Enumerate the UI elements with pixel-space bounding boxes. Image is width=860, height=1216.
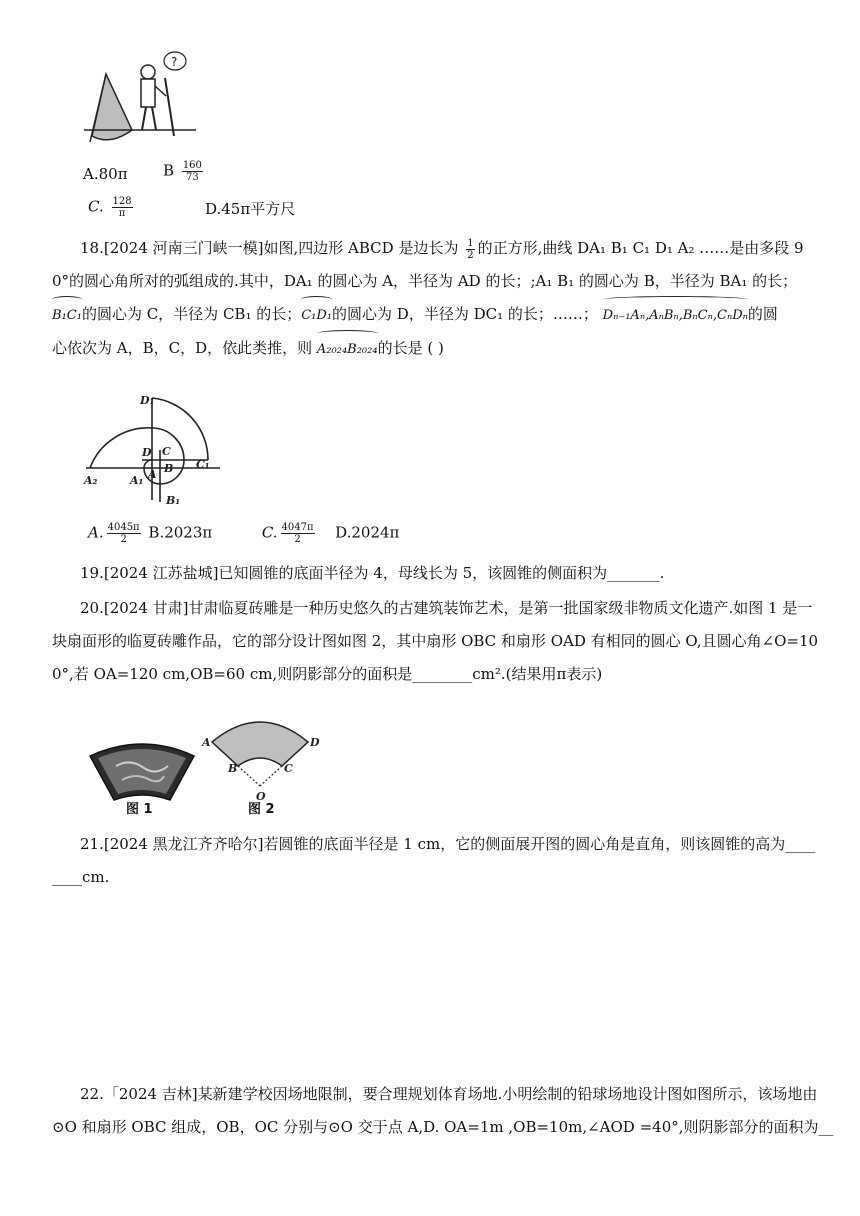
q18-option-a-den: 2 bbox=[120, 534, 127, 545]
label-c1: C₁ bbox=[196, 458, 210, 471]
q18-line3-c: 的圆 bbox=[747, 305, 778, 323]
q21-line1: 21.[2024 黑龙江齐齐哈尔]若圆锥的底面半径是 1 cm，它的侧面展开图的圆心角是直角，则该圆锥的高为____ bbox=[80, 835, 816, 853]
q18-line1-a: 18.[2024 河南三门峡一模]如图,四边形 ABCD 是边长为 bbox=[80, 239, 464, 257]
q17-option-d: D.45π平方尺 bbox=[205, 200, 296, 218]
q18-option-c-den: 2 bbox=[294, 534, 301, 545]
q18-arc-series: Dₙ₋₁Aₙ,AₙBₙ,BₙCₙ,CₙDₙ bbox=[603, 299, 748, 332]
q21-line2: ____cm. bbox=[52, 868, 110, 886]
q18-line2: 0°的圆心角所对的弧组成的.其中，DA₁ 的圆心为 A，半径为 AD 的长；;A₁ B₁ 的圆心为 B，半径为 BA₁ 的长； bbox=[52, 272, 798, 290]
q18-line3-b: 的圆心为 D，半径为 DC₁ 的长；……； bbox=[332, 305, 598, 323]
cone-person-figure bbox=[84, 48, 204, 150]
q18-text bbox=[52, 232, 810, 366]
q17-option-b-den: 73 bbox=[185, 172, 199, 183]
label-d1: D₁ bbox=[140, 394, 155, 407]
q18-line4-a: 心依次为 A，B，C，D，依此类推，则 bbox=[52, 339, 313, 357]
q17-option-c-num: 128 bbox=[112, 196, 132, 207]
figure1-caption: 图 1 bbox=[126, 802, 153, 817]
q18-line3-a: 的圆心为 C，半径为 CB₁ 的长； bbox=[81, 305, 302, 323]
q18-option-c-prefix: C. bbox=[261, 523, 278, 542]
label-a: A bbox=[202, 736, 211, 749]
label-c: C bbox=[284, 762, 293, 775]
q19-text bbox=[52, 557, 810, 590]
label-d: D bbox=[142, 446, 152, 459]
label-d: D bbox=[310, 736, 320, 749]
q22-text bbox=[52, 1078, 834, 1144]
q18-option-c-fraction bbox=[281, 522, 315, 545]
q17-option-b-fraction bbox=[182, 160, 203, 183]
q18-option-c-num: 4047π bbox=[281, 522, 314, 533]
q19-line: 19.[2024 江苏盐城]已知圆锥的底面半径为 4，母线长为 5，该圆锥的侧面积为_______. bbox=[80, 564, 665, 582]
label-c: C bbox=[162, 445, 171, 458]
q17-option-a: A.80π bbox=[83, 165, 128, 183]
q18-line3 bbox=[52, 298, 810, 332]
q18-half-fraction bbox=[466, 238, 474, 261]
q17-option-b-num: 160 bbox=[182, 160, 202, 171]
label-b: B bbox=[228, 762, 238, 775]
q17-option-c-prefix: C. bbox=[88, 197, 104, 216]
q22-line2: ⊙O 和扇形 OBC 组成，OB，OC 分别与⊙O 交于点 A,D. OA=1m ,OB=10m,∠AOD =40°,则阴影部分的面积为__ bbox=[52, 1118, 834, 1136]
q18-options bbox=[88, 522, 399, 545]
q20-line2: 块扇面形的临夏砖雕作品，它的部分设计图如图 2，其中扇形 OBC 和扇形 OAD 有相同的圆心 O,且圆心角∠O=10 bbox=[52, 632, 819, 650]
q22-line1: 22.「2024 吉林]某新建学校因场地限制，要合理规划体育场地.小明绘制的铅球场地设计图如图所示，该场地由 bbox=[80, 1085, 818, 1103]
q17-option-b-prefix: B bbox=[163, 161, 175, 180]
q17-option-c-den: π bbox=[118, 208, 126, 219]
q18-half-den: 2 bbox=[467, 249, 474, 261]
label-a2: A₂ bbox=[84, 474, 98, 487]
sector-design-figure bbox=[196, 708, 326, 804]
q18-option-b: B.2023π bbox=[148, 523, 213, 542]
label-b: B bbox=[164, 462, 174, 475]
q18-arc-a2024b2024: A₂₀₂₄B₂₀₂₄ bbox=[317, 333, 378, 366]
q20-line1: 20.[2024 甘肃]甘肃临夏砖雕是一种历史悠久的古建筑装饰艺术，是第一批国家级非物质文化遗产.如图 1 是一 bbox=[80, 599, 813, 617]
q18-line1 bbox=[52, 232, 810, 265]
q17-option-c-fraction bbox=[112, 196, 133, 219]
q18-line4 bbox=[52, 332, 810, 366]
figure2-caption: 图 2 bbox=[248, 802, 275, 817]
q18-line4-b: 的长是 ( ) bbox=[377, 339, 444, 357]
svg-text:?: ? bbox=[171, 55, 178, 69]
q18-line1-b: 的正方形,曲线 DA₁ B₁ C₁ D₁ A₂ ……是由多段 9 bbox=[477, 239, 804, 257]
q17-option-b bbox=[163, 160, 206, 183]
q20-line3: 0°,若 OA=120 cm,OB=60 cm,则阴影部分的面积是________cm².(结果用π表示) bbox=[52, 665, 603, 683]
q21-text bbox=[52, 828, 816, 894]
q18-option-d: D.2024π bbox=[335, 523, 400, 542]
q18-option-a-prefix: A. bbox=[88, 523, 104, 542]
q18-option-a-num: 4045π bbox=[107, 522, 140, 533]
q17-option-c bbox=[88, 196, 136, 219]
q18-option-a-fraction bbox=[107, 522, 141, 545]
label-a1: A₁ bbox=[130, 474, 144, 487]
q20-text bbox=[52, 592, 819, 691]
label-o: O bbox=[256, 790, 266, 803]
brick-carving-photo bbox=[86, 736, 198, 808]
q18-half-num: 1 bbox=[467, 237, 474, 249]
q18-arc-b1c1: B₁C₁ bbox=[52, 299, 82, 332]
label-a: A bbox=[148, 468, 157, 481]
label-b1: B₁ bbox=[166, 494, 181, 507]
spiral-arcs-figure bbox=[82, 390, 232, 508]
q18-arc-c1d1: C₁D₁ bbox=[301, 299, 332, 332]
